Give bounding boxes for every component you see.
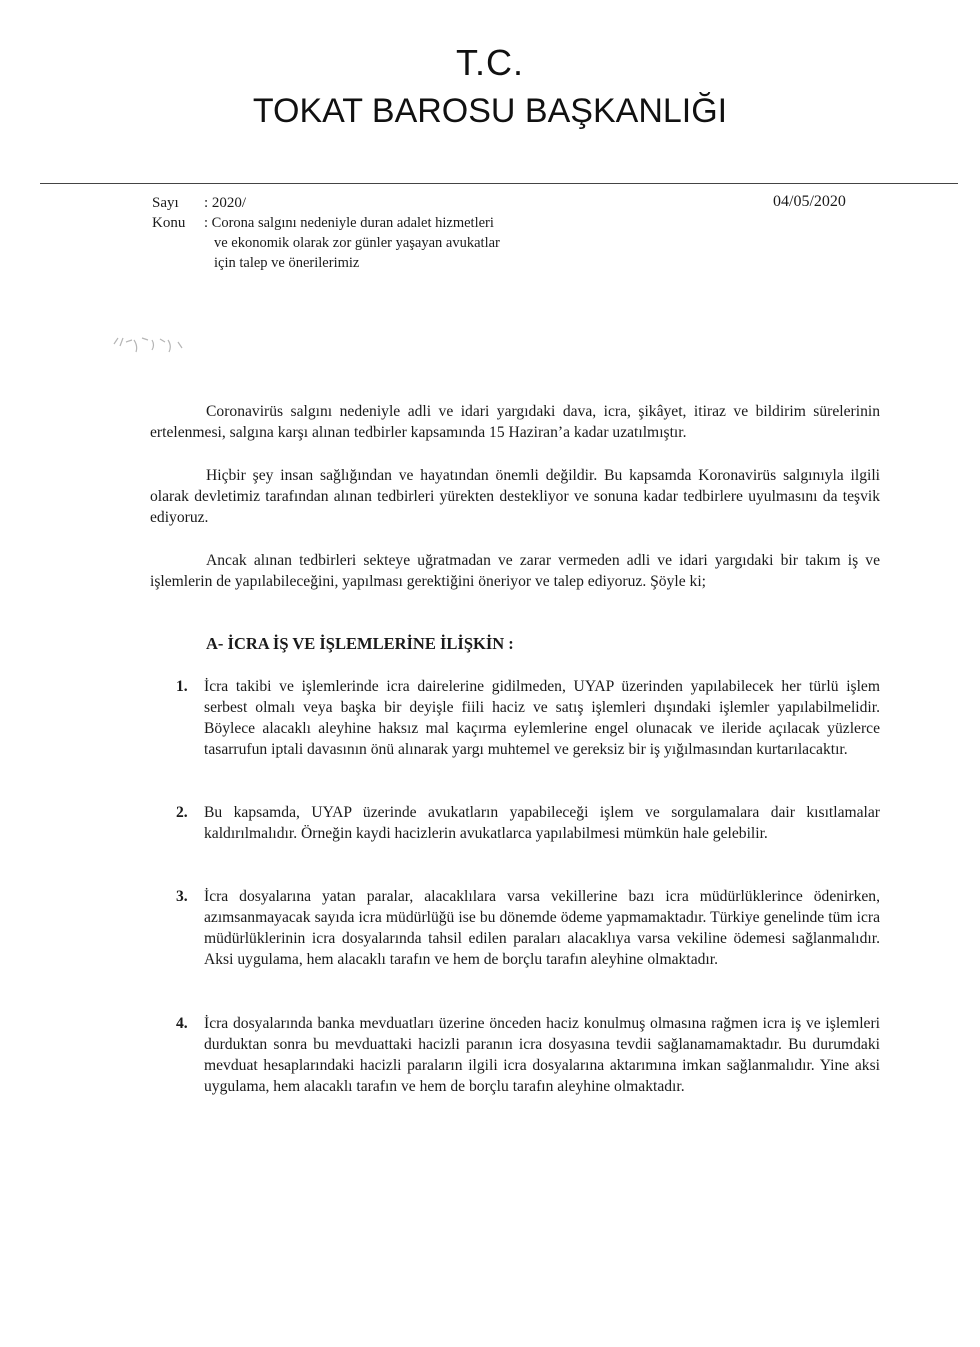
- list-item: [176, 676, 880, 760]
- list-item-number: 3.: [176, 888, 188, 905]
- konu-label: Konu: [152, 215, 186, 231]
- document-date: 04/05/2020: [773, 193, 846, 210]
- konu-row: [152, 213, 500, 273]
- faded-stamp-mark: [108, 330, 188, 360]
- list-item-number: 1.: [176, 678, 188, 695]
- list-item-text: İcra dosyalarına yatan paralar, alacaklılara varsa vekillerine bazı icra müdürlüklerince ödenirken, azımsanmayacak sayıda icra müdürlüğü ise bu dönemde ödeme yapmamaktadır. Türkiye genelinde tüm icra müdürlüklerinin icra dosyalarında tahsil edilen paraları alacaklıya varsa vekiline ödemesi sağlanmalıdır. Aksi uygulama, hem alacaklı tarafın ve hem de borçlu tarafın aleyhine olmaktadır.: [204, 888, 880, 968]
- list-item: [176, 802, 880, 844]
- document-meta: [152, 193, 500, 273]
- list-item-text: İcra dosyalarında banka mevduatları üzerine önceden haciz konulmuş olmasına rağmen icra iş ve işlemleri durduktan sonra bu mevduattaki hacizli paranın icra dosyasına tevdii sağlanamamaktadır. Bu durumdaki mevduat hesaplarındaki hacizli paraların ilgili icra dosyalarına aktarımına imkan sağlanmalıdır. Yine aksi uygulama, hem alacaklı tarafın ve hem de borçlu tarafın aleyhine olmaktadır.: [204, 1015, 880, 1095]
- list-item: [176, 886, 880, 970]
- header-divider: [40, 183, 958, 184]
- paragraph-2: Hiçbir şey insan sağlığından ve hayatından önemli değildir. Bu kapsamda Koronavirüs salgınıyla ilgili olarak devletimiz tarafından alınan tedbirleri yürekten destekliyor ve sonuna kadar tedbirlere uyulmasını da teşvik ediyoruz.: [150, 467, 880, 526]
- section-heading: A- İCRA İŞ VE İŞLEMLERİNE İLİŞKİN :: [206, 634, 514, 653]
- organization-title: TOKAT BAROSU BAŞKANLIĞI: [252, 92, 728, 130]
- paragraph-3: Ancak alınan tedbirleri sekteye uğratmadan ve zarar vermeden adli ve idari yargıdaki bir takım iş ve işlemlerin de yapılabileceğini, yapılması gerektiğini öneriyor ve talep ediyoruz. Şöyle ki;: [150, 552, 880, 590]
- konu-line: için talep ve önerilerimiz: [214, 255, 360, 271]
- sayi-row: [152, 193, 500, 213]
- konu-value: [204, 213, 500, 273]
- konu-line: : Corona salgını nedeniyle duran adalet hizmetleri: [204, 215, 494, 231]
- list-item-text: Bu kapsamda, UYAP üzerinde avukatların yapabileceği işlem ve sorgulamalara dair kısıtlamalar kaldırılmalıdır. Örneğin kaydi hacizlerin avukatlarca yapılabilmesi mümkün hale gelebilir.: [204, 804, 880, 842]
- list-item: [176, 1013, 880, 1097]
- list-item-number: 2.: [176, 804, 188, 821]
- paragraph-1: Coronavirüs salgını nedeniyle adli ve idari yargıdaki dava, icra, şikâyet, itiraz ve bildirim sürelerinin ertelenmesi, salgına karşı alınan tedbirler kapsamında 15 Haziran’a kadar uzatılmıştır.: [150, 403, 880, 441]
- header-tc: T.C.: [455, 42, 524, 83]
- sayi-value: : 2020/: [204, 195, 247, 211]
- konu-line: ve ekonomik olarak zor günler yaşayan avukatlar: [214, 235, 500, 251]
- list-item-number: 4.: [176, 1015, 188, 1032]
- list-item-text: İcra takibi ve işlemlerinde icra dairelerine gidilmeden, UYAP üzerinden yapılabilecek her türlü işlem serbest olmalı veya başka bir deyişle fiili haciz ve satış işlemleri dışındaki işlemler yapılabilmelidir. Böylece alacaklı aleyhine haksız mal kaçırma eylemlerine engel olunacak ve ileride açılacak yüzlerce tasarrufun iptali davasının önü alınarak yargı muhtemel ve gereksiz bir iş yığılmasından kurtarılacaktır.: [204, 678, 880, 758]
- sayi-label: Sayı: [152, 195, 179, 211]
